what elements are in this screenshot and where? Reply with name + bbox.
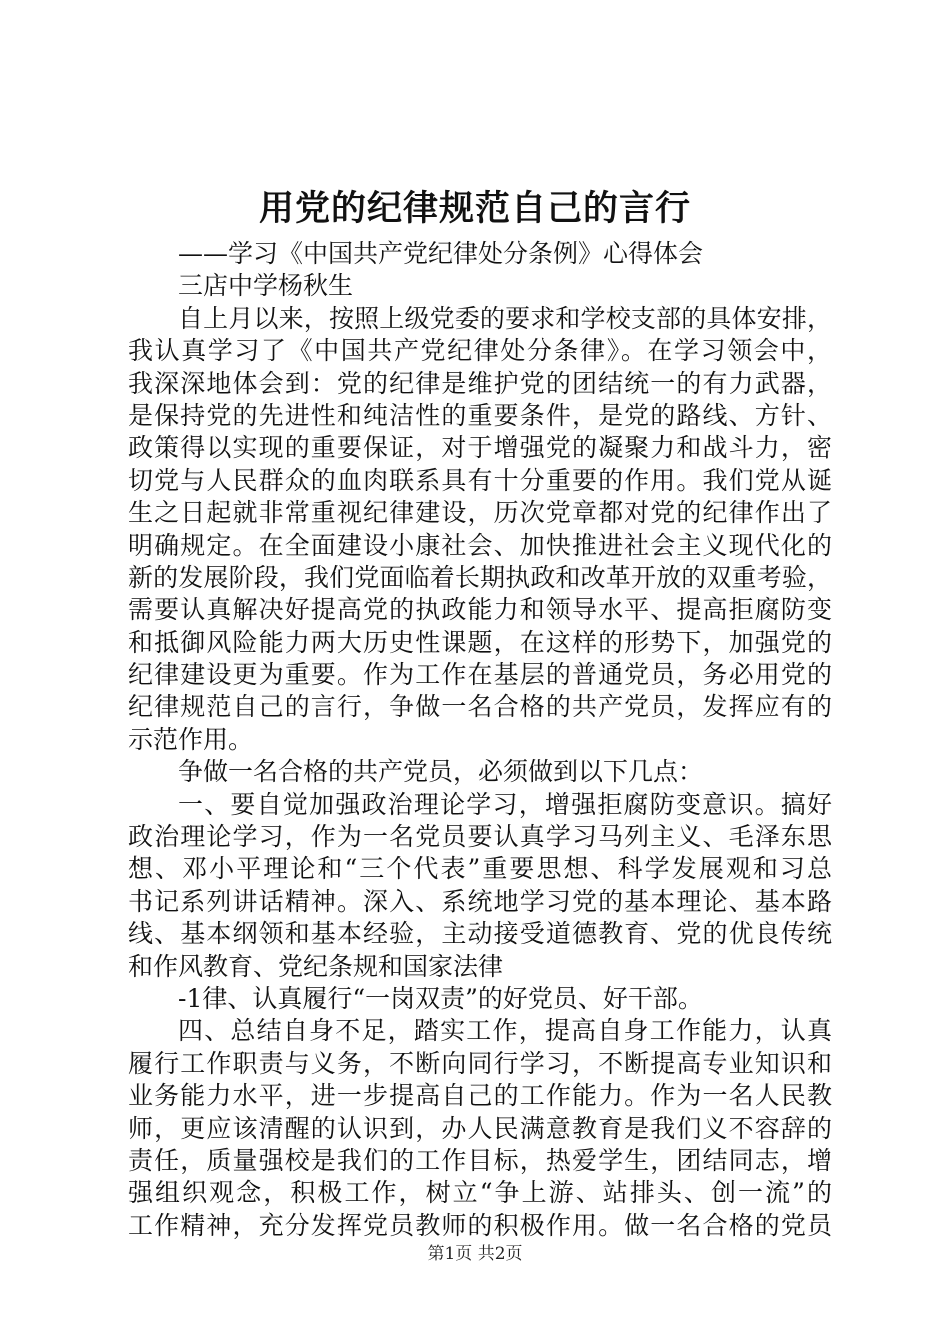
- text-line: 生之日起就非常重视纪律建设，历次党章都对党的纪律作出了: [128, 498, 832, 528]
- text-line: 是保持党的先进性和纯洁性的重要条件，是党的路线、方针、: [128, 400, 832, 430]
- text-line: 履行工作职责与义务，不断向同行学习，不断提高专业知识和: [128, 1048, 832, 1078]
- text-line: 我深深地体会到：党的纪律是维护党的团结统一的有力武器，: [128, 368, 832, 398]
- body-paragraphs: [128, 303, 832, 1242]
- text-line: 政策得以实现的重要保证，对于增强党的凝聚力和战斗力，密: [128, 433, 832, 463]
- text-line: 和抵御风险能力两大历史性课题，在这样的形势下，加强党的: [128, 627, 832, 657]
- text-line: 师，更应该清醒的认识到，办人民满意教育是我们义不容辞的: [128, 1113, 832, 1143]
- page-number-footer: 第1页 共2页: [427, 1244, 523, 1264]
- text-line: 我认真学习了《中国共产党纪律处分条律》。在学习领会中，: [128, 336, 832, 366]
- text-line: 纪律规范自己的言行，争做一名合格的共产党员，发挥应有的: [128, 692, 832, 722]
- text-line: 责任，质量强校是我们的工作目标，热爱学生，团结同志，增: [128, 1145, 832, 1175]
- text-line: 需要认真解决好提高党的执政能力和领导水平、提高拒腐防变: [128, 595, 832, 625]
- text-line: 四、总结自身不足，踏实工作，提高自身工作能力，认真: [178, 1016, 832, 1046]
- document-body: [128, 238, 832, 1242]
- text-line: 强组织观念，积极工作，树立“争上游、站排头、创一流”的: [128, 1178, 832, 1208]
- document-author: 三店中学杨秋生: [178, 271, 354, 301]
- text-line: 切党与人民群众的血肉联系具有十分重要的作用。我们党从诞: [128, 465, 832, 495]
- text-line: 书记系列讲话精神。深入、系统地学习党的基本理论、基本路: [128, 886, 832, 916]
- text-line: 示范作用。: [128, 724, 254, 754]
- text-line: 新的发展阶段，我们党面临着长期执政和改革开放的双重考验，: [128, 562, 832, 592]
- text-line: 线、基本纲领和基本经验，主动接受道德教育、党的优良传统: [128, 919, 832, 949]
- document-subtitle: ——学习《中国共产党纪律处分条例》心得体会: [178, 239, 704, 268]
- text-line: 和作风教育、党纪条规和国家法律: [128, 951, 504, 981]
- text-line: 想、邓小平理论和“三个代表”重要思想、科学发展观和习总: [128, 854, 832, 884]
- text-line: 明确规定。在全面建设小康社会、加快推进社会主义现代化的: [128, 530, 832, 560]
- text-line: 纪律建设更为重要。作为工作在基层的普通党员，务必用党的: [128, 660, 832, 690]
- text-line: 业务能力水平，进一步提高自己的工作能力。作为一名人民教: [128, 1081, 832, 1111]
- text-line: 政治理论学习，作为一名党员要认真学习马列主义、毛泽东思: [128, 822, 832, 852]
- text-line: 工作精神，充分发挥党员教师的积极作用。做一名合格的党员: [128, 1210, 832, 1240]
- text-line: 一、要自觉加强政治理论学习，增强拒腐防变意识。搞好: [178, 789, 832, 819]
- text-line: 争做一名合格的共产党员，必须做到以下几点：: [178, 757, 704, 787]
- text-line: -1律、认真履行“一岗双责”的好党员、好干部。: [178, 983, 703, 1013]
- text-line: 自上月以来，按照上级党委的要求和学校支部的具体安排，: [178, 303, 832, 333]
- document-title: 用党的纪律规范自己的言行: [258, 188, 691, 229]
